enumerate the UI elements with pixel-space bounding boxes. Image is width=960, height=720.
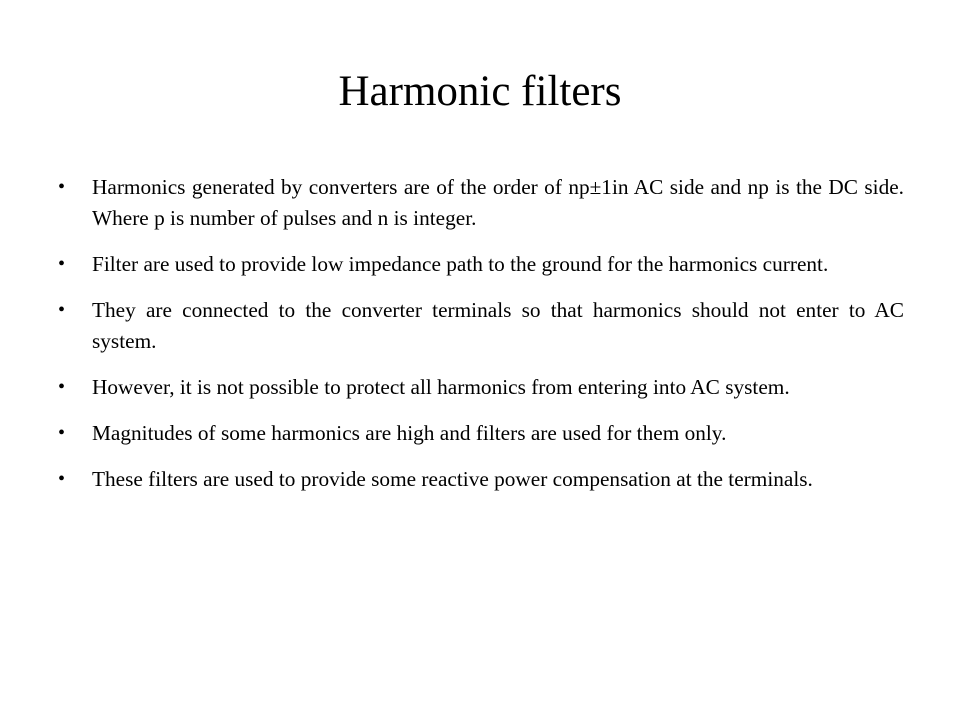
bullet-icon: •: [58, 299, 66, 321]
bullet-item: [58, 464, 904, 495]
bullet-icon: •: [58, 376, 66, 398]
bullet-icon: •: [58, 253, 66, 275]
bullet-text: They are connected to the converter terminals so that harmonics should not enter to AC system.: [92, 298, 904, 353]
bullet-item: [58, 295, 904, 357]
bullet-text: These filters are used to provide some reactive power compensation at the terminals.: [92, 467, 813, 491]
bullet-text: Harmonics generated by converters are of the order of np±1in AC side and np is the DC side. Where p is number of pulses and n is integer.: [92, 175, 904, 230]
bullet-item: [58, 249, 904, 280]
bullet-icon: •: [58, 468, 66, 490]
slide-title: Harmonic filters: [338, 68, 622, 115]
bullet-list: [58, 172, 904, 510]
bullet-icon: •: [58, 422, 66, 444]
bullet-item: [58, 418, 904, 449]
bullet-text: Magnitudes of some harmonics are high and filters are used for them only.: [92, 421, 727, 445]
bullet-item: [58, 172, 904, 234]
bullet-icon: •: [58, 176, 66, 198]
bullet-text: However, it is not possible to protect all harmonics from entering into AC system.: [92, 375, 790, 399]
bullet-text: Filter are used to provide low impedance path to the ground for the harmonics current.: [92, 252, 829, 276]
bullet-item: [58, 372, 904, 403]
